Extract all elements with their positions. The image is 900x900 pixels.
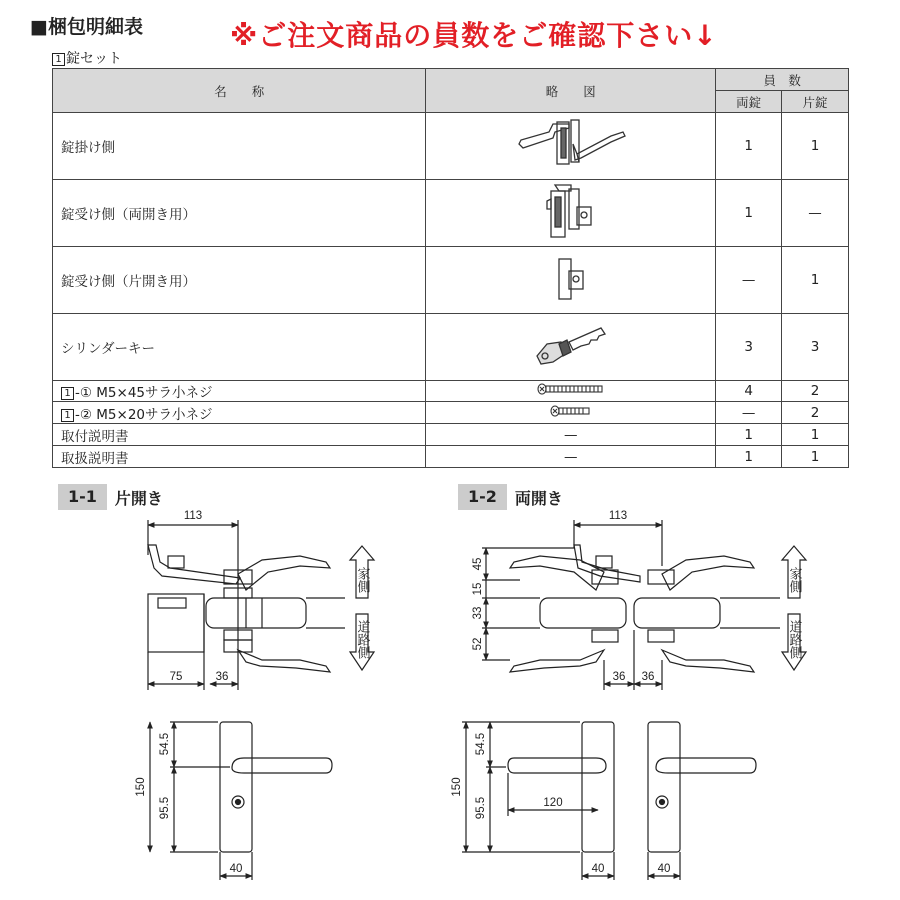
- col-single-header: 片錠: [782, 91, 849, 113]
- section-label: 片開き: [114, 488, 163, 508]
- road-side-label: 道路側: [354, 620, 370, 659]
- count-double: 1: [716, 446, 782, 468]
- dim-v3: 33: [472, 606, 484, 620]
- count-single: 2: [782, 381, 849, 402]
- item-name: -① M5×45サラ小ネジ: [75, 385, 213, 401]
- dim-lower: 95.5: [159, 796, 171, 820]
- double-door-front-view: [462, 722, 756, 880]
- item-number-box: 1: [61, 409, 74, 422]
- dim-left: 75: [169, 671, 183, 683]
- page-title: ■梱包明細表: [30, 16, 143, 38]
- count-single: 1: [782, 424, 849, 446]
- dim-top: 113: [183, 510, 203, 522]
- dim-lower: 95.5: [475, 796, 487, 820]
- order-notice: ※ご注文商品の員数をご確認下さい↓: [230, 19, 718, 52]
- item-number-box: 1: [61, 387, 74, 400]
- double-door-top-view: [482, 520, 806, 690]
- col-name-header: 名 称: [53, 69, 426, 113]
- count-double: —: [716, 247, 782, 314]
- dim-upper: 54.5: [159, 732, 171, 756]
- item-name: 取付説明書: [53, 424, 426, 446]
- col-figure-header: 略 図: [426, 69, 716, 113]
- section-badge: 1-2: [458, 484, 507, 510]
- count-single: 1: [782, 113, 849, 180]
- dim-v2: 15: [472, 582, 484, 596]
- count-double: 1: [716, 113, 782, 180]
- count-single: 2: [782, 402, 849, 424]
- dim-height: 150: [451, 777, 463, 797]
- item-name: 錠受け側（片開き用）: [53, 247, 426, 314]
- item-name: 錠掛け側: [53, 113, 426, 180]
- single-door-top-view: [148, 520, 374, 690]
- dim-width-2: 40: [657, 863, 671, 875]
- col-double-header: 両錠: [716, 91, 782, 113]
- count-single: 1: [782, 446, 849, 468]
- figure-cell: —: [426, 446, 716, 468]
- count-double: 1: [716, 180, 782, 247]
- set-number-box: 1: [52, 53, 65, 66]
- count-single: 3: [782, 314, 849, 381]
- dim-v4: 52: [472, 637, 484, 651]
- count-double: —: [716, 402, 782, 424]
- road-side-label: 道路側: [786, 620, 802, 659]
- dim-width: 40: [229, 863, 243, 875]
- dim-handle: 120: [543, 797, 563, 809]
- count-double: 1: [716, 424, 782, 446]
- set-label: 錠セット: [66, 51, 122, 67]
- house-side-label: 家側: [354, 567, 370, 593]
- section-badge: 1-1: [58, 484, 107, 510]
- dim-b2: 36: [641, 671, 655, 683]
- section-label: 両開き: [514, 488, 563, 508]
- dim-v1: 45: [472, 557, 484, 571]
- dim-b1: 36: [612, 671, 626, 683]
- item-name: シリンダーキー: [53, 314, 426, 381]
- item-name: 錠受け側（両開き用）: [53, 180, 426, 247]
- count-single: —: [782, 180, 849, 247]
- figure-cell: —: [426, 424, 716, 446]
- dim-top: 113: [608, 510, 628, 522]
- single-door-front-view: [150, 722, 332, 880]
- house-side-label: 家側: [786, 567, 802, 593]
- dim-upper: 54.5: [475, 732, 487, 756]
- count-double: 3: [716, 314, 782, 381]
- item-name: 取扱説明書: [53, 446, 426, 468]
- col-count-header: 員 数: [716, 69, 849, 91]
- dim-height: 150: [135, 777, 147, 797]
- dim-right: 36: [215, 671, 229, 683]
- count-single: 1: [782, 247, 849, 314]
- count-double: 4: [716, 381, 782, 402]
- dim-width-1: 40: [591, 863, 605, 875]
- item-name: -② M5×20サラ小ネジ: [75, 406, 213, 423]
